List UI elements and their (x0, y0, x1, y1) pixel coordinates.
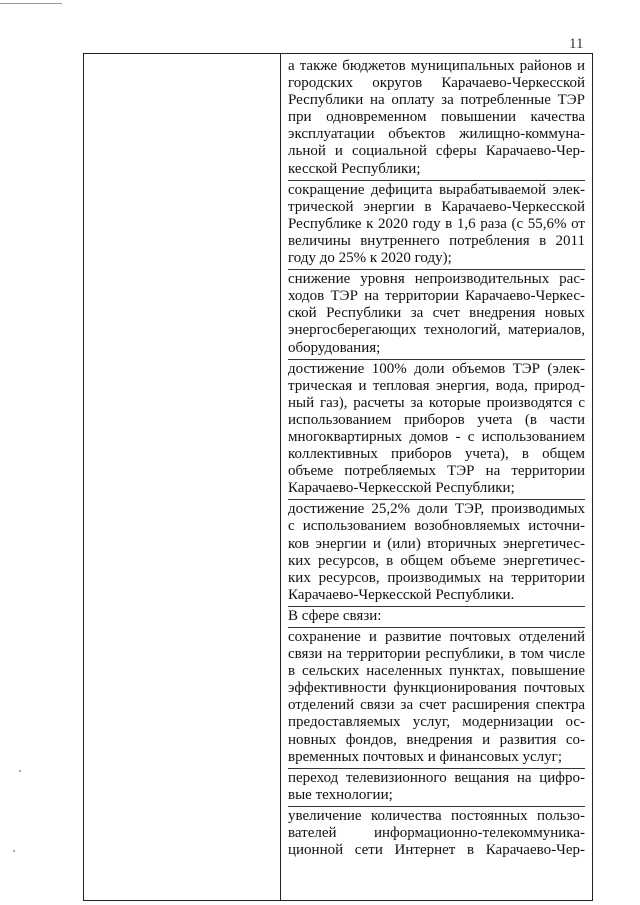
text-line: использованием приборов учета (в части (288, 411, 585, 428)
text-line: ков энергии и (или) вторичных энергетичес- (288, 535, 585, 552)
top-scan-rule (0, 3, 62, 4)
text-line: трическая и тепловая энергия, вода, природ- (288, 377, 585, 394)
text-line: ких ресурсов, производимых на территории (288, 569, 585, 586)
text-line: Карачаево-Черкесской Республики; (288, 480, 515, 497)
text-line: кесской Республики; (288, 160, 421, 177)
text-line: льной и социальной сферы Карачаево-Чер- (288, 143, 585, 160)
right-column-cell (281, 54, 592, 900)
scan-speck (19, 770, 21, 772)
text-line: временных почтовых и финансовых услуг; (288, 748, 562, 765)
text-paragraph (288, 770, 585, 807)
text-paragraph (288, 608, 585, 628)
text-line: ходов ТЭР на территории Карачаево-Черкес- (288, 288, 585, 305)
text-paragraph (288, 501, 585, 607)
text-line: сокращение дефицита вырабатываемой элек- (288, 181, 585, 198)
text-paragraph (288, 629, 585, 769)
text-paragraph (288, 182, 585, 270)
text-paragraph (288, 271, 585, 359)
text-line: с использованием возобновляемых источни- (288, 518, 585, 535)
document-table (83, 53, 593, 901)
text-paragraph (288, 58, 585, 181)
text-line: Республики на оплату за потребленные ТЭР (288, 92, 585, 109)
text-line: объеме потребляемых ТЭР на территории (288, 463, 585, 480)
scan-speck (13, 850, 15, 852)
text-line: в сельских населенных пунктах, повышение (288, 663, 585, 680)
text-line: предоставляемых услуг, модернизации ос- (288, 714, 585, 731)
text-line: вателей информационно-телекоммуника- (288, 825, 585, 842)
text-line: а также бюджетов муниципальных районов и (288, 58, 585, 74)
text-line: Карачаево-Черкесской Республики. (288, 586, 515, 603)
text-line: энергосберегающих технологий, материалов, (288, 322, 585, 339)
text-line: эксплуатации объектов жилищно-коммуна- (288, 126, 585, 143)
text-line: новных фондов, внедрения и развития со- (288, 731, 585, 748)
text-line: связи на территории республики, в том числе (288, 646, 585, 663)
text-line: ской Республики за счет внедрения новых (288, 305, 585, 322)
text-paragraph (288, 361, 585, 501)
text-line: году до 25% к 2020 году); (288, 250, 452, 267)
text-line: Республике к 2020 году в 1,6 раза (с 55,6% от (288, 215, 585, 232)
text-paragraph (288, 808, 585, 861)
text-line: трической энергии в Карачаево-Черкесской (288, 198, 585, 215)
text-line: переход телевизионного вещания на цифро- (288, 769, 585, 786)
text-line: при одновременном повышении качества (288, 109, 585, 126)
text-line: снижение уровня непроизводительных рас- (288, 271, 585, 288)
left-column-cell (84, 54, 281, 900)
text-line: ционной сети Интернет в Карачаево-Чер- (288, 842, 585, 859)
page-number: 11 (569, 36, 584, 52)
text-line: городских округов Карачаево-Черкесской (288, 75, 585, 92)
text-line: ких ресурсов, в общем объеме энергетичес- (288, 552, 585, 569)
text-line: оборудования; (288, 339, 381, 356)
text-line: многоквартирных домов - с использованием (288, 428, 585, 445)
text-line: коллективных приборов учета), в общем (288, 446, 585, 463)
text-line: ный газ), расчеты за которые производятся с (288, 394, 585, 411)
text-line: сохранение и развитие почтовых отделений (288, 629, 585, 645)
text-line: отделений связи за счет расширения спектра (288, 697, 585, 714)
text-line: эффективности функционирования почтовых (288, 680, 585, 697)
text-line: вые технологии; (288, 786, 393, 803)
text-line: В сфере связи: (288, 607, 382, 624)
text-line: увеличение количества постоянных пользо- (288, 807, 585, 824)
text-line: достижение 100% доли объемов ТЭР (элек- (288, 360, 585, 377)
text-line: достижение 25,2% доли ТЭР, производимых (288, 501, 585, 518)
text-line: величины внутреннего потребления в 2011 (288, 232, 585, 249)
